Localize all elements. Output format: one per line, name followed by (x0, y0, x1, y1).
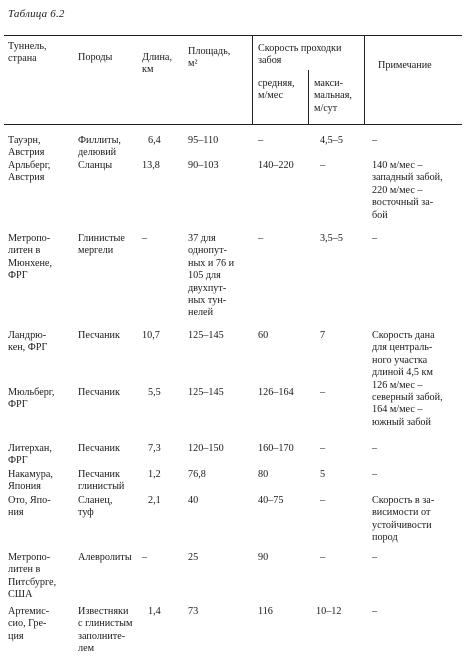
cell-area: 73 (188, 606, 199, 617)
cell-speed-avg: 160–170 (258, 443, 294, 454)
cell-length: 13,8 (142, 160, 160, 171)
header-note: Примечание (378, 60, 432, 71)
cell-speed-max: – (320, 387, 326, 398)
cell-note: Скорость дана для централь- ного участка длиной 4,5 км 126 м/мес – северный забой, 164 м/мес – южный забой (372, 330, 443, 428)
cell-tunnel: Артемис- сио, Гре- ция (8, 606, 50, 642)
table-top-rule (4, 35, 462, 36)
cell-speed-max: – (320, 495, 326, 506)
cell-rocks: Глинистые мергели (78, 233, 125, 257)
cell-note: – (372, 233, 378, 244)
cell-note: – (372, 469, 378, 480)
note-left-divider (364, 35, 365, 124)
cell-length: 1,2 (148, 469, 161, 480)
cell-tunnel: Метропо- литен в Питсбурге, США (8, 552, 57, 601)
cell-tunnel: Метропо- литен в Мюнхене, ФРГ (8, 233, 53, 282)
cell-area: 125–145 (188, 330, 224, 341)
cell-length: – (142, 552, 148, 563)
cell-length: – (142, 233, 148, 244)
cell-speed-max: – (320, 443, 326, 454)
cell-note: Скорость в за- висимости от устойчивости пород (372, 495, 435, 544)
cell-note: – (372, 443, 378, 454)
cell-tunnel: Тауэрн, Австрия (8, 135, 45, 159)
cell-length: 5,5 (148, 387, 161, 398)
cell-note: – (372, 135, 378, 146)
cell-length: 1,4 (148, 606, 161, 617)
cell-rocks: Песчаник (78, 387, 120, 398)
cell-speed-max: – (320, 160, 326, 171)
cell-speed-avg: – (258, 233, 264, 244)
cell-speed-avg: 60 (258, 330, 269, 341)
cell-length: 2,1 (148, 495, 161, 506)
cell-area: 90–103 (188, 160, 219, 171)
speed-left-divider (252, 35, 253, 124)
cell-area: 125–145 (188, 387, 224, 398)
cell-rocks: Известняки с глинистым заполните- лем (78, 606, 133, 655)
cell-area: 25 (188, 552, 199, 563)
cell-note: 140 м/мес – западный забой, 220 м/мес – восточный за- бой (372, 160, 443, 221)
cell-speed-avg: 40–75 (258, 495, 284, 506)
header-area: Площадь, м² (188, 46, 231, 70)
cell-speed-max: 10–12 (316, 606, 342, 617)
header-rocks: Породы (78, 52, 113, 63)
cell-area: 76,8 (188, 469, 206, 480)
cell-tunnel: Накамура, Япония (8, 469, 53, 493)
cell-rocks: Песчаник (78, 330, 120, 341)
cell-length: 7,3 (148, 443, 161, 454)
header-bottom-rule (4, 124, 462, 125)
header-speed-group: Скорость проходки забоя (258, 43, 342, 67)
cell-rocks: Алевролиты (78, 552, 132, 563)
cell-note: – (372, 552, 378, 563)
cell-rocks: Песчаник глинистый (78, 469, 125, 493)
cell-speed-avg: 116 (258, 606, 273, 617)
cell-area: 40 (188, 495, 199, 506)
cell-speed-max: 4,5–5 (320, 135, 343, 146)
cell-speed-max: 3,5–5 (320, 233, 343, 244)
cell-speed-max: – (320, 552, 326, 563)
cell-length: 10,7 (142, 330, 160, 341)
cell-tunnel: Мюльберг, ФРГ (8, 387, 55, 411)
cell-speed-avg: 140–220 (258, 160, 294, 171)
header-length: Длина, км (142, 52, 173, 76)
cell-tunnel: Арльберг, Австрия (8, 160, 51, 184)
header-speed-max: макси- мальная, м/сут (314, 78, 352, 114)
speed-inner-divider (308, 70, 309, 124)
header-speed-avg: средняя, м/мес (258, 78, 295, 102)
cell-area: 120–150 (188, 443, 224, 454)
cell-length: 6,4 (148, 135, 161, 146)
cell-area: 95–110 (188, 135, 219, 146)
cell-speed-avg: – (258, 135, 264, 146)
cell-rocks: Песчаник (78, 443, 120, 454)
cell-rocks: Сланцы (78, 160, 113, 171)
header-tunnel: Туннель, страна (8, 41, 47, 65)
cell-area: 37 для однопут- ных и 76 и 105 для двухпут- ных тун- нелей (188, 233, 235, 319)
cell-tunnel: Ландрю- кен, ФРГ (8, 330, 48, 354)
cell-tunnel: Литерхан, ФРГ (8, 443, 52, 467)
cell-speed-avg: 126–164 (258, 387, 294, 398)
cell-speed-avg: 80 (258, 469, 269, 480)
cell-tunnel: Ото, Япо- ния (8, 495, 51, 519)
cell-rocks: Филлиты, делювий (78, 135, 121, 159)
cell-speed-avg: 90 (258, 552, 269, 563)
cell-rocks: Сланец, туф (78, 495, 113, 519)
table-caption: Таблица 6.2 (8, 8, 65, 20)
cell-note: – (372, 606, 378, 617)
cell-speed-max: 7 (320, 330, 326, 341)
cell-speed-max: 5 (320, 469, 326, 480)
